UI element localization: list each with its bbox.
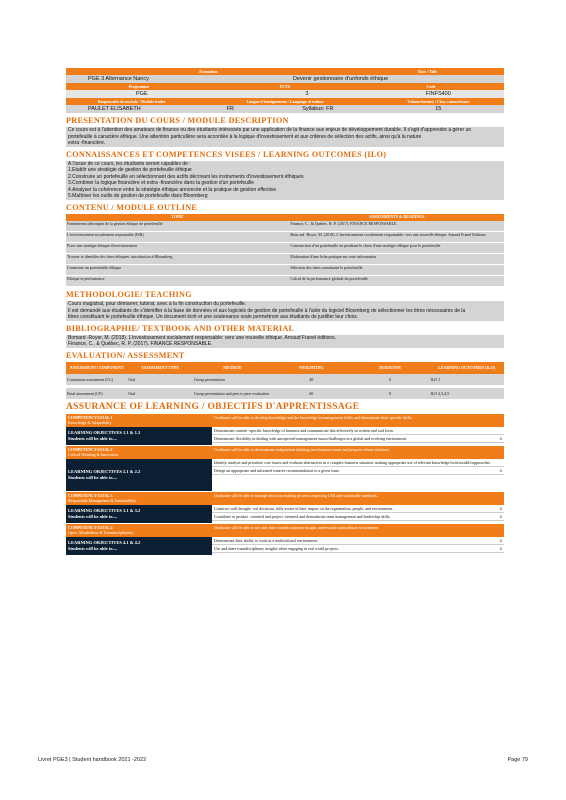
objective-row: Demonstrate flexibility in dealing with unexpected management issues/challenges in a global and evolving environment. X (214, 435, 502, 441)
header-labels-top (66, 68, 504, 75)
table-row (66, 243, 504, 254)
assessment-weighting: 40 (272, 374, 351, 385)
label-ects: ECTS (279, 84, 291, 89)
programme-value: PGE (136, 91, 148, 97)
ilo-line: A l'issue de ce cours, les étudiants seront capables de : (68, 160, 191, 167)
outline-col-readings: ASSIGNMENTS & READINGS (289, 214, 504, 221)
methodologie-title: METHODOLOGIE/ TEACHING (66, 290, 192, 299)
objective-row: Construct well thought -out decisions, fully aware of their impact on the organization, people, and environment. X (214, 505, 502, 511)
bibliographie-text (66, 335, 504, 348)
ilo-line: 5.Maîtriser les outils de gestion de portefeuille dans Bloomberg (68, 193, 208, 199)
table-row (66, 254, 504, 265)
footer-page-number: Page 79 (507, 757, 528, 763)
assessment-ilo: ILO 2,3,4,5 (429, 388, 504, 399)
outline-topic: Fondements théoriques de la gestion éthique de portefeuille (66, 221, 289, 232)
objective-mark (494, 428, 502, 433)
objective-row: Contribute to product -oriented and project -oriented and demonstrate team management and leadership skills. X (214, 513, 502, 519)
assessment-col-weighting: WEIGHTING (272, 362, 351, 374)
bibliographie-line: Finance, C., & Québec, R. P. (2017). FINANCE RESPONSABLE. (68, 341, 213, 347)
assessment-table (66, 362, 504, 399)
page-footer (38, 757, 528, 763)
footer-handbook-label: Livret PGE3 | Student handbook 2021 -2022 (38, 757, 147, 763)
outline-reading: Finance, C., & Quebec, R. P. (2017). FINANCE RESPONSABLE. (289, 221, 504, 232)
methodologie-line: Il est demandé aux étudiants de s'identifier à la base de données et aux logiciels de gestion de portefeuille à l'aide du logiciel Bloomberg de sélectionner les titres nécessaires de la (68, 307, 466, 314)
presentation-title: PRESENTATION DU COURS / MODULE DESCRIPTION (66, 116, 289, 125)
outline-table (66, 214, 504, 288)
presentation-line: portefeuille à caractère éthique. Une attention particulière sera accordée à la logique d'investissement et aux critères de sélection des actifs, ainsi qu'à la nature (68, 133, 422, 140)
competency-goal-header: COMPETENCY/GOAL 4 Open -Mindedness & Transdisciplinarity (66, 524, 212, 537)
label-programme: Programme (128, 84, 150, 89)
leader-value: PAULET ELISABETH (88, 106, 141, 112)
assessment-col-method: METHOD (193, 362, 272, 374)
outline-topic: Trouver et identifier des titres éthiques: introduction à Bloomberg (66, 254, 289, 265)
hours-value: 15 (435, 106, 442, 112)
assessment-duration: 0 (351, 388, 430, 399)
competency-goal-description: Graduates will be able to demonstrate independent thinking into business issues and propose robust solutions. (212, 446, 504, 459)
assessment-col-duration: DURATION (351, 362, 430, 374)
code-value: FINFS400 (425, 91, 451, 97)
objective-row: Demonstrate content -specific knowledge of business and communicate this effectively in written and oral form. (212, 427, 504, 435)
competency-goal (66, 446, 504, 491)
outline-reading: Bom ard -Royer, M. (2018). L'investissement socialement responsable: vers une nouvelle éthique. Arnaud Franel Editions (289, 232, 504, 243)
objective-mark: X (499, 505, 502, 511)
learning-objectives-box: LEARNING OBJECTIVES 4.1 & 4.2 Students will be able to.... (66, 537, 212, 555)
table-row (66, 388, 504, 399)
evaluation-title: EVALUATION/ ASSESSMENT (66, 350, 185, 360)
competency-goal-description: Graduates will be able to use and share transdisciplinary insight, understand multicultural environment. (212, 524, 504, 537)
objective-row: Design an appropriate and informed creative recommendation to a given issue. X (214, 467, 502, 473)
header-row-leader (66, 105, 504, 113)
objective-row: Demonstrate their ability to work in a multicultural environment. X (214, 537, 502, 543)
competency-goals (66, 414, 504, 555)
outline-reading: Sélection des titres constituant le portefeuille (289, 265, 504, 276)
learning-objectives-box: LEARNING OBJECTIVES 2.1 & 2.2 Students will be able to.... (66, 459, 212, 491)
ilo-line: 4.Analyser la cohérence entre la stratégie éthique annoncée et la pratique de gestion effective (68, 186, 277, 193)
objective-mark: X (499, 537, 502, 543)
competency-goal (66, 492, 504, 523)
presentation-line: Ce cours est à l'attention des amateurs de finance ou des étudiants intéressés par une application de la finance aux enjeux de développement durable. Il s'agit d'apprendre à gérer un (68, 127, 472, 133)
outline-topic: Ethique et performance (66, 276, 289, 287)
outline-topic: Fixer une stratégie éthique d'investissement (66, 243, 289, 254)
ilo-line: 3.Combiner la logique financière et extra -financière dans la gestion d'un portefeuille (68, 180, 255, 186)
methodologie-text (66, 301, 504, 321)
learning-objectives-box: LEARNING OBJECTIVES 1.1 & 1.2 Students will be able to.... (66, 427, 212, 445)
label-language: Langue d'enseignement / Language of tuition (246, 99, 324, 104)
header-row-formation (66, 75, 504, 83)
bibliographie-line: Bomard -Royer, M. (2018). L'investissement socialement responsable: vers une nouvelle éthique. Arnaud Franel éditions. (68, 334, 337, 341)
assessment-component: Final assessment (CF) (66, 388, 127, 399)
table-row (66, 232, 504, 243)
assessment-duration: 0 (351, 374, 430, 385)
contenu-title: CONTENU / MODULE OUTLINE (66, 202, 198, 212)
objective-mark: X (499, 467, 502, 473)
outline-topic: Construire un portefeuille éthique (66, 265, 289, 276)
assessment-weighting: 60 (272, 388, 351, 399)
ilo-line: 1.Etablir une stratégie de gestion de portefeuille éthique (68, 167, 192, 173)
learning-objectives-box: LEARNING OBJECTIVES 3.1 & 3.2 Students will be able to.... (66, 505, 212, 523)
outline-topic: L'investissement socialement responsable (ISR) (66, 232, 289, 243)
label-leader: Responsable de module / Module leader (97, 99, 166, 104)
objective-mark: X (499, 545, 502, 551)
header-labels-mid (66, 83, 504, 90)
competency-goal-description: Graduates will be able to manage decisions making process respecting CSR and sustainable standards. (212, 492, 504, 505)
assurance-title: ASSURANCE OF LEARNING / OBJECTIFS D'APPRENTISSAGE (66, 401, 360, 412)
competency-goal (66, 524, 504, 555)
competency-goal (66, 414, 504, 445)
assessment-type: Oral (127, 388, 193, 399)
title-value: Devenir gestionnaire d'unfonds éthique (293, 76, 389, 82)
ects-value: 3 (305, 91, 309, 97)
header-labels-bottom (66, 98, 504, 105)
ilo-text (66, 161, 504, 200)
assessment-component: Continuous assessment (CC) (66, 374, 127, 385)
table-row (66, 276, 504, 287)
label-code: Code (426, 84, 436, 89)
objective-row: Use and share transdisciplinary insights when engaging in real world projects. X (214, 545, 502, 551)
objective-mark: X (499, 435, 502, 441)
assessment-type: Oral (127, 374, 193, 385)
assessment-col-type: ASSESSMENT TYPE (127, 362, 193, 374)
assessment-col-ilo: LEARNING OUTCOMES (ILO) (429, 362, 504, 374)
methodologie-line: Cours magistral, pour démarrer, tutorat, avec à la fin construction du portefeuille. (68, 301, 247, 307)
assessment-method: Group presentation and peer to peer evaluation (193, 388, 272, 399)
competency-goal-header: COMPETENCY/GOAL 2 Critical Thinking & Innovation (66, 446, 212, 459)
header-row-programme (66, 90, 504, 98)
table-row (66, 374, 504, 385)
methodologie-line: titres constituant le portefeuille éthique. Un document écrit et une soutenance orale permettront aux étudiants de justifier leur choix. (68, 314, 359, 320)
syllabus-page (66, 68, 504, 556)
label-hours: Volume horaire / Class contacthours (407, 99, 470, 104)
outline-reading: Construction d'un portefeuille en justifiant le choix d'une stratégie éthique pour le portefeuille (289, 243, 504, 254)
assessment-ilo: ILO 1 (429, 374, 504, 385)
table-row (66, 265, 504, 276)
competency-goal-header: COMPETENCY/GOAL 1 Knowledge & Adaptability (66, 414, 212, 427)
bibliographie-title: BIBLIOGRAPHIE/ TEXTBOOK AND OTHER MATERIAL (66, 323, 295, 333)
assessment-col-component: ASSESSMENT COMPONENT (66, 362, 127, 374)
outline-reading: Elaboration d'une fiche pratique sur cette information (289, 254, 504, 265)
presentation-text (66, 127, 504, 147)
assessment-method: Group presentation (193, 374, 272, 385)
competency-goal-header: COMPETENCY/GOAL 3 Responsible Management & Sustainability (66, 492, 212, 505)
outline-reading: Calcul de la performance globale du portefeuille (289, 276, 504, 287)
ilo-line: 2.Construire un portefeuille en sélectionnant des actifs décrivant les instruments d'investissement éthiques (68, 173, 304, 180)
label-formation: Formation (199, 69, 218, 74)
objective-row: Identify, analyze and prioritize core issues and evaluate alternatives in a complex business situation, making appropriate use of relevant knowledge/tools/models/approaches. (212, 459, 504, 467)
syllabus-value: Syllabus: FR (302, 106, 334, 112)
language-value: FR (226, 106, 234, 112)
presentation-line: extra -financière. (68, 140, 106, 146)
ilo-title: CONNAISSANCES ET COMPETENCES VISEES / LEARNING OUTCOMES (ILO) (66, 149, 387, 159)
outline-col-topic: TOPIC (66, 214, 289, 221)
formation-value: PGE 3 Alternance Nancy (88, 76, 149, 82)
competency-goal-description: Graduates will be able to develop knowledge and the knowledge in management fields and demonstrate their specific skills. (212, 414, 504, 427)
objective-mark: X (499, 513, 502, 519)
objective-mark (494, 460, 502, 465)
label-titre: Titre / Title (417, 69, 438, 74)
table-row (66, 221, 504, 232)
